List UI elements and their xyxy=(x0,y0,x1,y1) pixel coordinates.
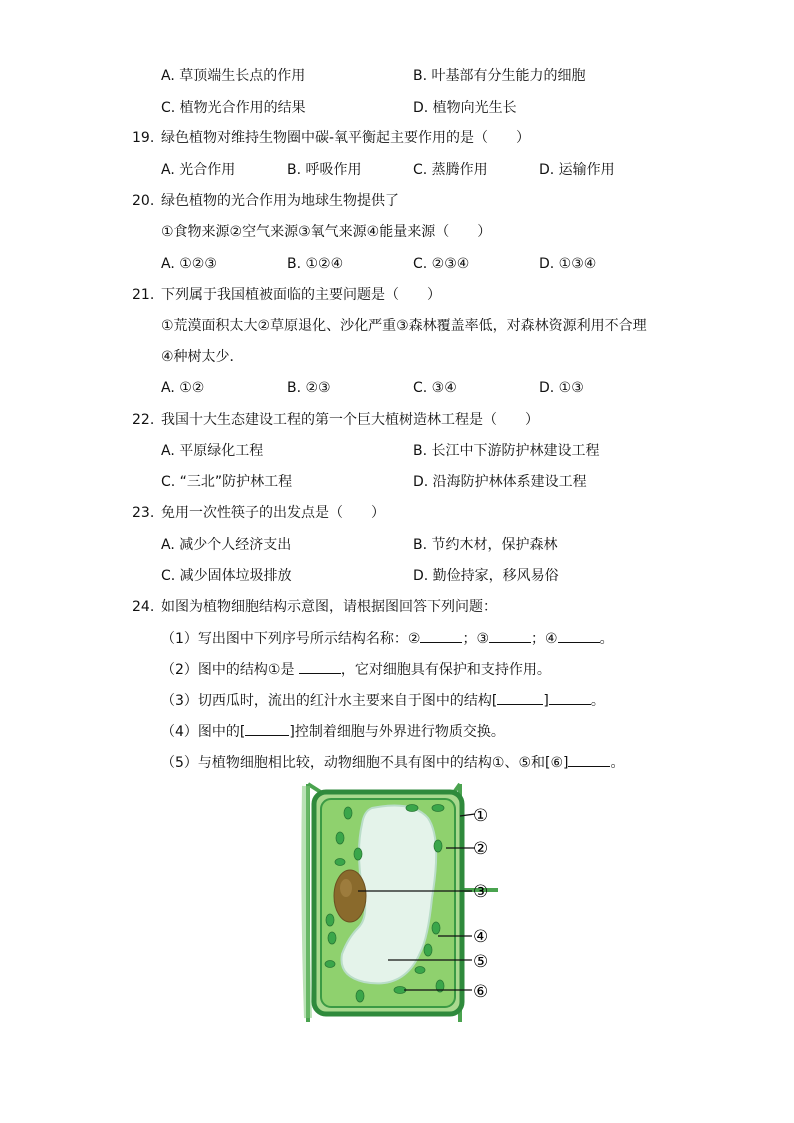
q18-option-d: D. 植物向光生长 xyxy=(413,100,517,116)
q21-option-d: D. ①③ xyxy=(539,380,584,396)
q21-stem-line3: ④种树太少． xyxy=(161,349,244,365)
q24-sub4-text-b: ]控制着细胞与外界进行物质交换。 xyxy=(289,724,505,740)
q24-sub3-text-c: 。 xyxy=(590,693,605,709)
label-6: ⑥ xyxy=(473,982,489,1002)
q24-sub1-text-c: ；④ xyxy=(531,631,558,647)
q24-sub3-text-b: ] xyxy=(543,693,549,709)
q23-option-d: D. 勤俭持家，移风易俗 xyxy=(413,568,559,584)
answer-blank-4[interactable] xyxy=(558,628,600,643)
q22-stem: 我国十大生态建设工程的第一个巨大植树造林工程是（ ） xyxy=(161,412,539,428)
q19-option-d: D. 运输作用 xyxy=(539,162,615,178)
q22-option-b: B. 长江中下游防护林建设工程 xyxy=(413,443,600,459)
q19-stem: 绿色植物对维持生物圈中碳-氧平衡起主要作用的是（ ） xyxy=(161,130,531,146)
q22-option-c: C. “三北”防护林工程 xyxy=(161,474,293,490)
q19-option-a: A. 光合作用 xyxy=(161,162,236,178)
q21-stem: 下列属于我国植被面临的主要问题是（ ） xyxy=(161,287,441,303)
outer-wall-left xyxy=(305,786,308,1018)
q20-number: 20. xyxy=(132,193,155,209)
figure-labels xyxy=(473,806,488,1002)
q21-option-b: B. ②③ xyxy=(287,380,331,396)
q24-sub1-text-d: 。 xyxy=(599,631,614,647)
answer-blank-6[interactable] xyxy=(568,752,610,767)
q22-number: 22. xyxy=(132,412,155,428)
q24-sub5-text-a: （5）与植物细胞相比较，动物细胞不具有图中的结构①、⑤和[⑥] xyxy=(161,755,569,771)
q20-option-d: D. ①③④ xyxy=(539,256,597,272)
q18-option-b: B. 叶基部有分生能力的细胞 xyxy=(413,68,586,84)
q24-sub1-text-a: （1）写出图中下列序号所示结构名称：② xyxy=(161,631,421,647)
q19-option-c: C. 蒸腾作用 xyxy=(413,162,488,178)
q20-stem-line2: ①食物来源②空气来源③氧气来源④能量来源（ ） xyxy=(161,224,492,240)
q18-option-c: C. 植物光合作用的结果 xyxy=(161,100,306,116)
q19-option-b: B. 呼吸作用 xyxy=(287,162,362,178)
q18-option-a: A. 草顶端生长点的作用 xyxy=(161,68,306,84)
q24-sub3 xyxy=(161,690,605,711)
q24-sub5 xyxy=(161,752,624,773)
q21-option-c: C. ③④ xyxy=(413,380,457,396)
label-4: ④ xyxy=(473,927,489,947)
q21-stem-line2: ①荒漠面积太大②草原退化、沙化严重③森林覆盖率低，对森林资源利用不合理 xyxy=(161,318,647,334)
q20-stem: 绿色植物的光合作用为地球生物提供了 xyxy=(161,193,399,209)
q21-number: 21. xyxy=(132,287,155,303)
nucleus xyxy=(334,870,366,922)
q20-option-a: A. ①②③ xyxy=(161,256,217,272)
plant-cell-diagram xyxy=(300,778,500,1028)
q23-number: 23. xyxy=(132,505,155,521)
q23-stem: 免用一次性筷子的出发点是（ ） xyxy=(161,505,385,521)
label-1: ① xyxy=(473,806,489,826)
answer-blank-1[interactable] xyxy=(299,659,341,674)
q20-option-b: B. ①②④ xyxy=(287,256,344,272)
q24-sub1-text-b: ；③ xyxy=(462,631,490,647)
q24-sub4 xyxy=(161,721,505,742)
q24-stem: 如图为植物细胞结构示意图，请根据图回答下列问题： xyxy=(161,599,497,615)
q24-sub4-text-a: （4）图中的[ xyxy=(161,724,246,740)
q20-option-c: C. ②③④ xyxy=(413,256,470,272)
q23-option-a: A. 减少个人经济支出 xyxy=(161,537,292,553)
q23-option-c: C. 减少固体垃圾排放 xyxy=(161,568,292,584)
label-3: ③ xyxy=(473,882,489,902)
q23-option-b: B. 节约木材，保护森林 xyxy=(413,537,558,553)
answer-blank-structure-number[interactable] xyxy=(497,690,543,705)
answer-blank-3[interactable] xyxy=(489,628,531,643)
q24-number: 24. xyxy=(132,599,155,615)
answer-blank-2[interactable] xyxy=(420,628,462,643)
q24-sub5-text-b: 。 xyxy=(610,755,625,771)
q21-option-a: A. ①② xyxy=(161,380,205,396)
q22-option-a: A. 平原绿化工程 xyxy=(161,443,264,459)
label-2: ② xyxy=(473,839,489,859)
q24-sub3-text-a: （3）切西瓜时，流出的红汁水主要来自于图中的结构[ xyxy=(161,693,498,709)
answer-blank-structure-name[interactable] xyxy=(549,690,591,705)
label-5: ⑤ xyxy=(473,952,489,972)
q24-sub1 xyxy=(161,628,614,649)
q24-sub2-text-a: （2）图中的结构①是 xyxy=(161,662,299,678)
q24-sub2-text-b: ，它对细胞具有保护和支持作用。 xyxy=(340,662,551,678)
q22-option-d: D. 沿海防护林体系建设工程 xyxy=(413,474,587,490)
q24-sub2 xyxy=(161,659,551,680)
answer-blank-membrane[interactable] xyxy=(245,721,289,736)
q19-number: 19. xyxy=(132,130,155,146)
